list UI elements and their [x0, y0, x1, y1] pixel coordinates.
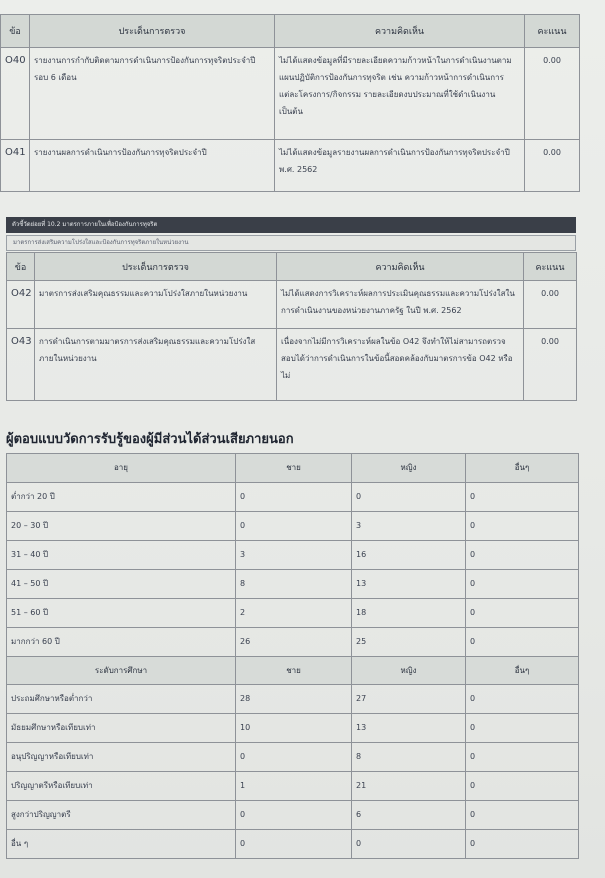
row-issue: การดำเนินการตามมาตรการส่งเสริมคุณธรรมและความโปร่งใสภายในหน่วยงาน	[35, 329, 277, 401]
education-header-row	[7, 656, 579, 685]
col-header-other: อื่นๆ	[466, 454, 579, 483]
col-header-issue: ประเด็นการตรวจ	[35, 253, 277, 281]
male-count: 0	[236, 511, 352, 540]
age-label: 20 – 30 ปี	[7, 511, 236, 540]
age-label: 31 – 40 ปี	[7, 540, 236, 569]
table-row	[7, 714, 579, 743]
male-count: 10	[236, 714, 352, 743]
education-label: อนุปริญญาหรือเทียบเท่า	[7, 743, 236, 772]
age-label: มากกว่า 60 ปี	[7, 627, 236, 656]
col-header-female: หญิง	[352, 454, 466, 483]
male-count: 2	[236, 598, 352, 627]
table-row	[7, 627, 579, 656]
other-count: 0	[466, 511, 579, 540]
female-count: 25	[352, 627, 466, 656]
female-count: 13	[352, 569, 466, 598]
other-count: 0	[466, 569, 579, 598]
other-count: 0	[466, 743, 579, 772]
table-row	[7, 685, 579, 714]
row-opinion: เนื่องจากไม่มีการวิเคราะห์ผลในข้อ O42 จึงทำให้ไม่สามารถตรวจสอบได้ว่าการดำเนินการในข้อนี้สอดคล้องกับมาตรการข้อ O42 หรือไม่	[277, 329, 524, 401]
table-row	[7, 281, 577, 329]
female-count: 18	[352, 598, 466, 627]
table-row	[1, 48, 580, 140]
age-label: 41 – 50 ปี	[7, 569, 236, 598]
indicator-table-1	[0, 14, 580, 192]
col-header-other: อื่นๆ	[466, 656, 579, 685]
other-count: 0	[466, 714, 579, 743]
col-header-issue: ประเด็นการตรวจ	[30, 15, 275, 48]
table-header-row	[7, 253, 577, 281]
male-count: 26	[236, 627, 352, 656]
col-header-education: ระดับการศึกษา	[7, 656, 236, 685]
table-row	[7, 329, 577, 401]
age-label: 51 – 60 ปี	[7, 598, 236, 627]
table-row	[7, 540, 579, 569]
table-row	[7, 482, 579, 511]
male-count: 8	[236, 569, 352, 598]
table-row	[7, 830, 579, 859]
col-header-no: ข้อ	[1, 15, 30, 48]
education-label: ประถมศึกษาหรือต่ำกว่า	[7, 685, 236, 714]
row-code: O42	[7, 281, 35, 329]
row-opinion: ไม่ได้แสดงข้อมูลรายงานผลการดำเนินการป้องกันการทุจริตประจำปี พ.ศ. 2562	[275, 140, 525, 192]
col-header-no: ข้อ	[7, 253, 35, 281]
female-count: 8	[352, 743, 466, 772]
indicator-banner: ตัวชี้วัดย่อยที่ 10.2 มาตรการภายในเพื่อป้องกันการทุจริต	[6, 217, 576, 233]
row-issue: รายงานผลการดำเนินการป้องกันการทุจริตประจำปี	[30, 140, 275, 192]
row-score: 0.00	[524, 281, 577, 329]
male-count: 0	[236, 830, 352, 859]
row-issue: รายงานการกำกับติดตามการดำเนินการป้องกันการทุจริตประจำปี รอบ 6 เดือน	[30, 48, 275, 140]
other-count: 0	[466, 830, 579, 859]
education-label: ปริญญาตรีหรือเทียบเท่า	[7, 772, 236, 801]
female-count: 0	[352, 482, 466, 511]
col-header-age: อายุ	[7, 454, 236, 483]
male-count: 1	[236, 772, 352, 801]
table-header-row	[1, 15, 580, 48]
respondents-table	[6, 453, 579, 859]
row-score: 0.00	[525, 48, 580, 140]
row-code: O41	[1, 140, 30, 192]
col-header-female: หญิง	[352, 656, 466, 685]
education-label: สูงกว่าปริญญาตรี	[7, 801, 236, 830]
col-header-score: คะแนน	[525, 15, 580, 48]
other-count: 0	[466, 482, 579, 511]
female-count: 16	[352, 540, 466, 569]
table-row	[7, 743, 579, 772]
female-count: 13	[352, 714, 466, 743]
row-code: O40	[1, 48, 30, 140]
male-count: 28	[236, 685, 352, 714]
table-row	[7, 598, 579, 627]
table-row	[7, 772, 579, 801]
row-score: 0.00	[524, 329, 577, 401]
col-header-male: ชาย	[236, 454, 352, 483]
row-issue: มาตรการส่งเสริมคุณธรรมและความโปร่งใสภายในหน่วยงาน	[35, 281, 277, 329]
age-label: ต่ำกว่า 20 ปี	[7, 482, 236, 511]
respondents-section-title: ผู้ตอบแบบวัดการรับรู้ของผู้มีส่วนได้ส่วนเสียภายนอก	[6, 432, 294, 447]
col-header-opinion: ความคิดเห็น	[275, 15, 525, 48]
other-count: 0	[466, 598, 579, 627]
female-count: 3	[352, 511, 466, 540]
other-count: 0	[466, 540, 579, 569]
age-header-row	[7, 454, 579, 483]
other-count: 0	[466, 772, 579, 801]
male-count: 0	[236, 482, 352, 511]
table-row	[7, 801, 579, 830]
row-opinion: ไม่ได้แสดงข้อมูลที่มีรายละเอียดความก้าวหน้าในการดำเนินงานตามแผนปฏิบัติการป้องกันการทุจริต เช่น ความก้าวหน้าการดำเนินการแต่ละโครงการ/กิจกรรม รายละเอียดงบประมาณที่ใช้ดำเนินงาน เป็นต้น	[275, 48, 525, 140]
male-count: 0	[236, 801, 352, 830]
female-count: 6	[352, 801, 466, 830]
col-header-opinion: ความคิดเห็น	[277, 253, 524, 281]
row-score: 0.00	[525, 140, 580, 192]
col-header-score: คะแนน	[524, 253, 577, 281]
education-label: มัธยมศึกษาหรือเทียบเท่า	[7, 714, 236, 743]
table-row	[1, 140, 580, 192]
col-header-male: ชาย	[236, 656, 352, 685]
education-label: อื่น ๆ	[7, 830, 236, 859]
female-count: 0	[352, 830, 466, 859]
other-count: 0	[466, 627, 579, 656]
male-count: 0	[236, 743, 352, 772]
table-row	[7, 569, 579, 598]
female-count: 21	[352, 772, 466, 801]
indicator-table-2	[6, 252, 577, 401]
male-count: 3	[236, 540, 352, 569]
other-count: 0	[466, 685, 579, 714]
other-count: 0	[466, 801, 579, 830]
table-row	[7, 511, 579, 540]
row-code: O43	[7, 329, 35, 401]
row-opinion: ไม่ได้แสดงการวิเคราะห์ผลการประเมินคุณธรรมและความโปร่งใสในการดำเนินงานของหน่วยงานภาครัฐ ในปี พ.ศ. 2562	[277, 281, 524, 329]
female-count: 27	[352, 685, 466, 714]
indicator-subbanner: มาตรการส่งเสริมความโปร่งใสและป้องกันการทุจริตภายในหน่วยงาน	[6, 235, 576, 251]
